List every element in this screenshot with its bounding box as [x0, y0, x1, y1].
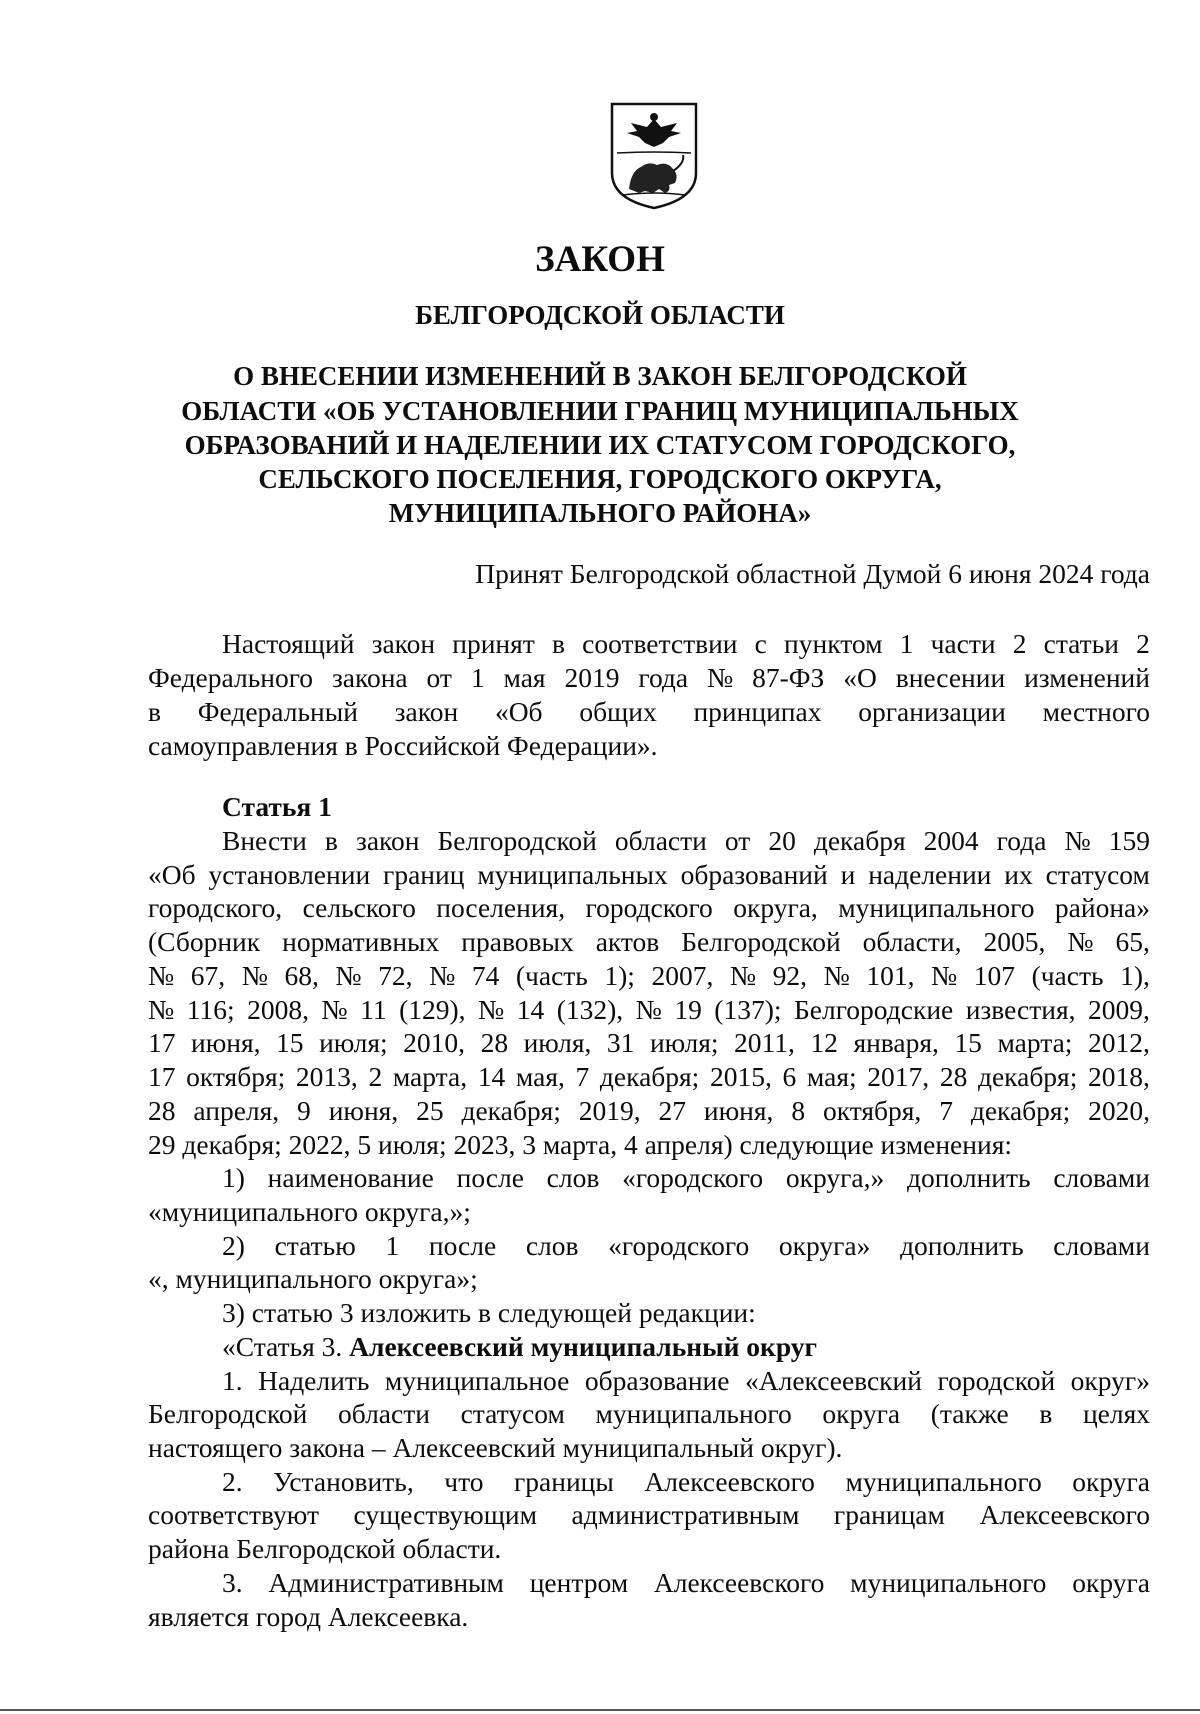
new-article-prefix: «Статья 3. — [222, 1331, 343, 1362]
document-title: ЗАКОН — [535, 239, 665, 280]
page-bottom-rule — [0, 1709, 1200, 1711]
article-line: № 67, № 68, № 72, № 74 (часть 1); 2007, № 92, № 101, № 107 (часть 1), — [148, 960, 1150, 991]
new-article-line: 1. Наделить муниципальное образование «Алексеевский городской округ» — [222, 1365, 1150, 1396]
article-heading: Статья 1 — [222, 791, 332, 822]
preamble-line: самоуправления в Российской Федерации». — [148, 730, 658, 761]
article-line: 28 апреля, 9 июня, 25 декабря; 2019, 27 июня, 8 октября, 7 декабря; 2020, — [148, 1095, 1150, 1126]
subject-line: ОБЛАСТИ «ОБ УСТАНОВЛЕНИИ ГРАНИЦ МУНИЦИПАЛЬНЫХ — [181, 396, 1019, 426]
new-article-title: Алексеевский муниципальный округ — [349, 1331, 818, 1362]
new-article-line: настоящего закона – Алексеевский муниципальный округ). — [148, 1432, 843, 1463]
article-line: городского, сельского поселения, городского округа, муниципального района» — [148, 892, 1150, 923]
document-region: БЕЛГОРОДСКОЙ ОБЛАСТИ — [415, 300, 785, 330]
article-line: № 116; 2008, № 11 (129), № 14 (132), № 19 (137); Белгородские известия, 2009, — [148, 994, 1150, 1025]
amendment-item: «муниципального округа,»; — [148, 1196, 471, 1227]
new-article-line: является город Алексеевка. — [148, 1601, 469, 1632]
amendment-item: 1) наименование после слов «городского округа,» дополнить словами — [222, 1162, 1150, 1193]
new-article-heading — [222, 1333, 817, 1361]
new-article-line: района Белгородской области. — [148, 1533, 502, 1564]
article-line: 17 июня, 15 июля; 2010, 28 июля, 31 июля; 2011, 12 января, 15 марта; 2012, — [148, 1027, 1150, 1058]
preamble-line: Федерального закона от 1 мая 2019 года № 87-ФЗ «О внесении изменений — [148, 662, 1150, 693]
article-line: «Об установлении границ муниципальных образований и наделении их статусом — [148, 859, 1150, 890]
subject-line: СЕЛЬСКОГО ПОСЕЛЕНИЯ, ГОРОДСКОГО ОКРУГА, — [258, 464, 942, 494]
new-article-line: 2. Установить, что границы Алексеевского муниципального округа — [222, 1466, 1150, 1497]
new-article-line: соответствуют существующим административным границам Алексеевского — [148, 1499, 1150, 1530]
article-line: 17 октября; 2013, 2 марта, 14 мая, 7 декабря; 2015, 6 мая; 2017, 28 декабря; 2018, — [148, 1061, 1150, 1092]
new-article-line: Белгородской области статусом муниципального округа (также в целях — [148, 1398, 1150, 1429]
article-line: (Сборник нормативных правовых актов Белгородской области, 2005, № 65, — [148, 926, 1150, 957]
subject-line: О ВНЕСЕНИИ ИЗМЕНЕНИЙ В ЗАКОН БЕЛГОРОДСКОЙ — [233, 361, 967, 391]
preamble-line: Настоящий закон принят в соответствии с пунктом 1 части 2 статьи 2 — [222, 628, 1150, 659]
subject-line: МУНИЦИПАЛЬНОГО РАЙОНА» — [388, 498, 812, 528]
amendment-item: «, муниципального округа»; — [148, 1263, 478, 1294]
belgorod-coat-of-arms-icon — [609, 101, 699, 211]
article-line: Внести в закон Белгородской области от 20 декабря 2004 года № 159 — [222, 825, 1150, 856]
article-line: 29 декабря; 2022, 5 июля; 2023, 3 марта, 4 апреля) следующие изменения: — [148, 1129, 1012, 1160]
preamble-line: в Федеральный закон «Об общих принципах организации местного — [148, 696, 1150, 727]
subject-line: ОБРАЗОВАНИЙ И НАДЕЛЕНИИ ИХ СТАТУСОМ ГОРОДСКОГО, — [184, 430, 1016, 460]
adoption-note: Принят Белгородской областной Думой 6 июня 2024 года — [475, 558, 1150, 589]
amendment-item: 3) статью 3 изложить в следующей редакции: — [222, 1297, 756, 1328]
new-article-line: 3. Административным центром Алексеевского муниципального округа — [222, 1567, 1150, 1598]
amendment-item: 2) статью 1 после слов «городского округа» дополнить словами — [222, 1230, 1150, 1261]
